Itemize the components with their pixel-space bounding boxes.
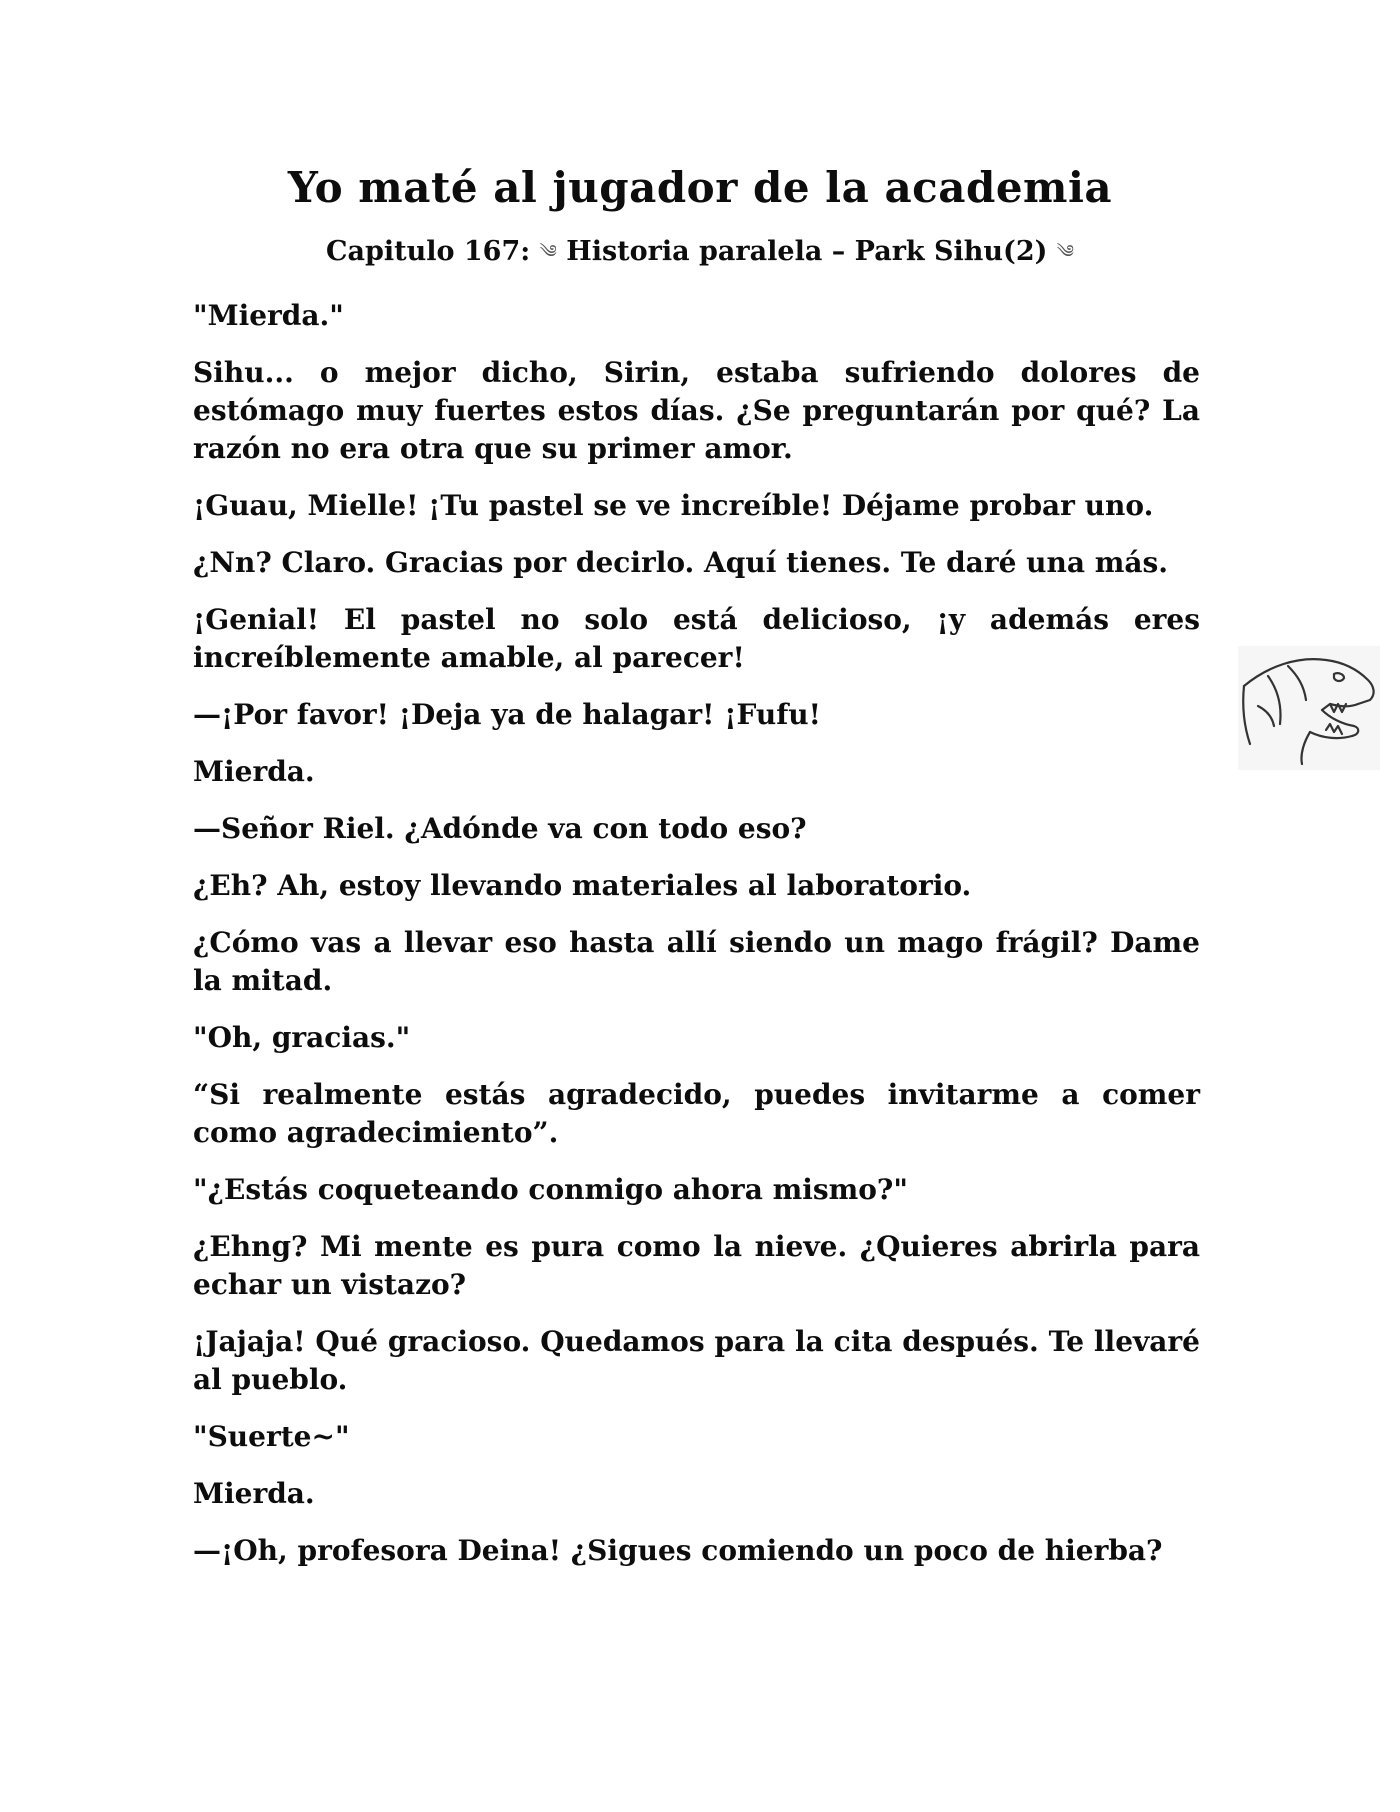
paragraph: —¡Por favor! ¡Deja ya de halagar! ¡Fufu! — [193, 698, 821, 731]
paragraph: "¿Estás coqueteando conmigo ahora mismo?" — [193, 1173, 908, 1206]
ornament-left-icon: ༄ — [539, 241, 557, 263]
paragraph: ¿Nn? Claro. Gracias por decirlo. Aquí tienes. Te daré una más. — [193, 546, 1169, 579]
chapter-label: Capitulo 167: — [325, 236, 531, 267]
page-title: Yo maté al jugador de la academia — [287, 163, 1113, 212]
ornament-right-icon: ༄ — [1056, 241, 1074, 263]
paragraph: "Mierda." — [193, 299, 344, 332]
paragraph: —Señor Riel. ¿Adónde va con todo eso? — [193, 812, 807, 845]
chapter-heading — [0, 232, 1400, 273]
paragraph: "Suerte~" — [193, 1420, 350, 1453]
dinosaur-head-icon — [1238, 646, 1380, 770]
paragraph: Sihu... o mejor dicho, Sirin, estaba sufriendo dolores de estómago muy fuertes estos días. ¿Se preguntarán por qué? La razón no era otra que su primer amor. — [193, 356, 1200, 465]
paragraph: —¡Oh, profesora Deina! ¿Sigues comiendo un poco de hierba? — [193, 1534, 1163, 1567]
paragraph: ¡Genial! El pastel no solo está delicioso, ¡y además eres increíblemente amable, al parecer! — [193, 603, 1200, 674]
paragraph: Mierda. — [193, 1477, 315, 1510]
paragraph: "Oh, gracias." — [193, 1021, 411, 1054]
body-text — [193, 297, 1200, 1589]
paragraph: Mierda. — [193, 755, 315, 788]
paragraph: ¡Guau, Mielle! ¡Tu pastel se ve increíble! Déjame probar uno. — [193, 489, 1154, 522]
paragraph: ¿Eh? Ah, estoy llevando materiales al laboratorio. — [193, 869, 972, 902]
paragraph: ¿Cómo vas a llevar eso hasta allí siendo un mago frágil? Dame la mitad. — [193, 926, 1200, 997]
chapter-name: Historia paralela – Park Sihu(2) — [566, 236, 1048, 267]
paragraph: ¡Jajaja! Qué gracioso. Quedamos para la cita después. Te llevaré al pueblo. — [193, 1325, 1200, 1396]
paragraph: “Si realmente estás agradecido, puedes invitarme a comer como agradecimiento”. — [193, 1078, 1200, 1149]
paragraph: ¿Ehng? Mi mente es pura como la nieve. ¿Quieres abrirla para echar un vistazo? — [193, 1230, 1200, 1301]
